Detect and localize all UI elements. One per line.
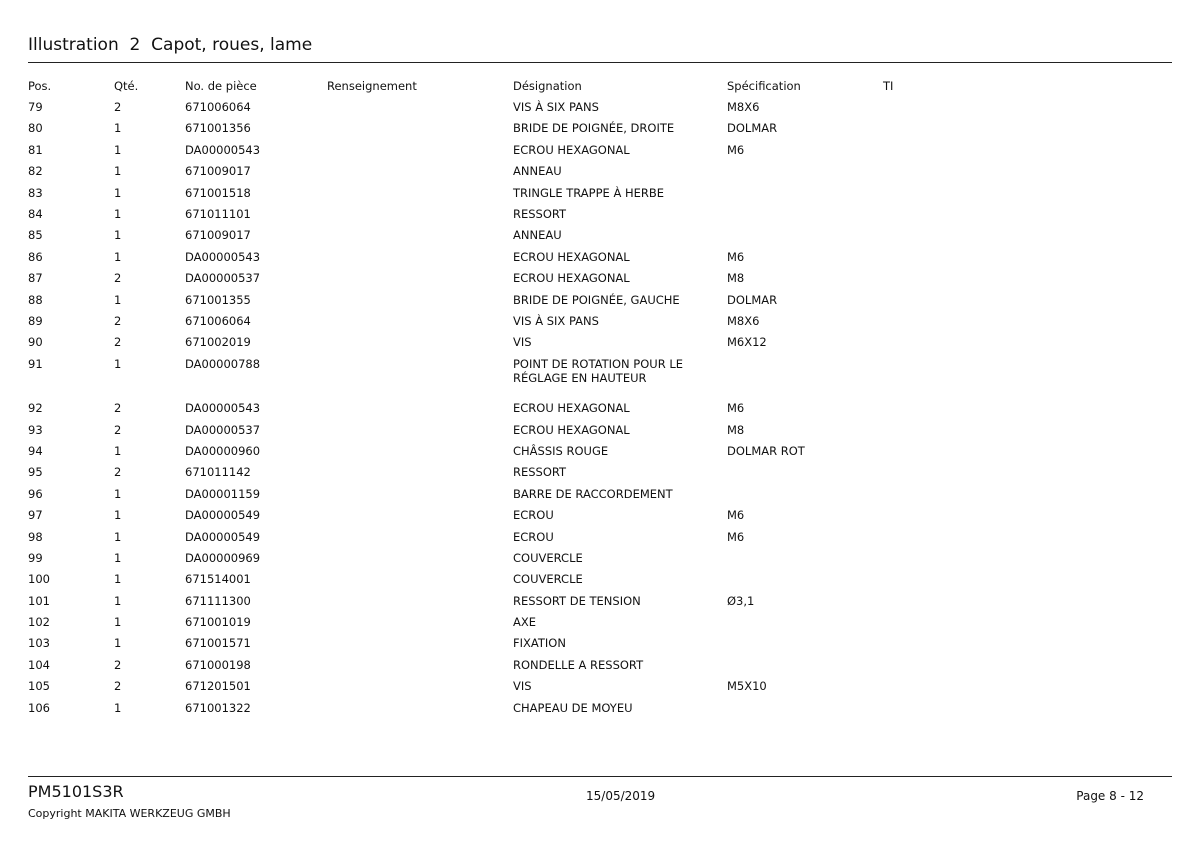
cell-designation: RONDELLE A RESSORT — [513, 657, 644, 672]
cell-spec: M6 — [727, 249, 745, 264]
cell-part-no: DA00001159 — [185, 486, 261, 501]
cell-part-no: 671000198 — [185, 657, 251, 672]
cell-part-no: 671514001 — [185, 572, 251, 587]
cell-qty: 2 — [114, 679, 122, 694]
column-header-pos: Pos. — [28, 79, 52, 93]
table-row — [28, 419, 1172, 440]
cell-part-no: 671001322 — [185, 700, 251, 715]
column-header-ti: TI — [883, 79, 894, 93]
table-row — [28, 697, 1172, 718]
cell-part-no: DA00000543 — [185, 249, 261, 264]
cell-pos: 97 — [28, 508, 43, 523]
cell-part-no: 671002019 — [185, 335, 251, 350]
cell-qty: 2 — [114, 335, 122, 350]
cell-part-no: DA00000537 — [185, 271, 261, 286]
cell-spec: M8X6 — [727, 313, 760, 328]
table-row — [28, 397, 1172, 418]
cell-qty: 1 — [114, 228, 122, 243]
cell-spec: DOLMAR — [727, 121, 778, 136]
cell-designation: CHÂSSIS ROUGE — [513, 443, 609, 458]
header-divider — [28, 62, 1172, 63]
cell-spec: M8 — [727, 422, 745, 437]
cell-pos: 105 — [28, 679, 50, 694]
cell-part-no: DA00000788 — [185, 356, 261, 371]
cell-qty: 2 — [114, 422, 122, 437]
cell-designation: BRIDE DE POIGNÉE, DROITE — [513, 121, 675, 136]
cell-part-no: DA00000960 — [185, 443, 261, 458]
cell-part-no: 671001571 — [185, 636, 251, 651]
cell-qty: 1 — [114, 142, 122, 157]
cell-part-no: 671111300 — [185, 593, 251, 608]
cell-spec: M6 — [727, 142, 745, 157]
table-row — [28, 267, 1172, 288]
cell-qty: 1 — [114, 249, 122, 264]
cell-pos: 83 — [28, 185, 43, 200]
cell-part-no: 671001019 — [185, 615, 251, 630]
table-row — [28, 547, 1172, 568]
cell-qty: 1 — [114, 550, 122, 565]
cell-spec: M6X12 — [727, 335, 767, 350]
cell-designation: COUVERCLE — [513, 550, 583, 565]
cell-spec: M6 — [727, 529, 745, 544]
copyright-notice: Copyright MAKITA WERKZEUG GMBH — [28, 807, 231, 820]
cell-qty: 1 — [114, 185, 122, 200]
table-row — [28, 117, 1172, 138]
cell-designation: RESSORT DE TENSION — [513, 593, 641, 608]
table-row — [28, 654, 1172, 675]
cell-designation: BRIDE DE POIGNÉE, GAUCHE — [513, 292, 680, 307]
cell-designation: VIS À SIX PANS — [513, 100, 599, 114]
table-row — [28, 203, 1172, 224]
cell-designation: ANNEAU — [513, 228, 562, 243]
cell-pos: 102 — [28, 615, 50, 630]
cell-pos: 106 — [28, 700, 50, 715]
table-row — [28, 504, 1172, 525]
cell-pos: 87 — [28, 271, 43, 286]
cell-qty: 1 — [114, 529, 122, 544]
cell-part-no: 671009017 — [185, 228, 251, 243]
cell-qty: 1 — [114, 508, 122, 523]
cell-designation: ECROU HEXAGONAL — [513, 271, 630, 286]
table-row — [28, 182, 1172, 203]
cell-spec: Ø3,1 — [727, 593, 755, 608]
cell-qty: 1 — [114, 572, 122, 587]
cell-spec: M6 — [727, 401, 745, 416]
cell-part-no: DA00000549 — [185, 508, 261, 523]
cell-pos: 85 — [28, 228, 43, 243]
cell-part-no: DA00000543 — [185, 142, 261, 157]
cell-qty: 1 — [114, 615, 122, 630]
table-row — [28, 353, 1172, 398]
table-row — [28, 590, 1172, 611]
column-header-spec: Spécification — [727, 79, 801, 93]
table-row — [28, 675, 1172, 696]
column-header-part-no: No. de pièce — [185, 79, 257, 93]
cell-designation: ANNEAU — [513, 164, 562, 179]
cell-qty: 2 — [114, 313, 122, 328]
cell-designation: TRINGLE TRAPPE À HERBE — [513, 185, 665, 200]
cell-pos: 82 — [28, 164, 43, 179]
cell-part-no: DA00000543 — [185, 401, 261, 416]
table-row — [28, 632, 1172, 653]
cell-qty: 1 — [114, 206, 122, 221]
cell-qty: 2 — [114, 401, 122, 416]
table-row — [28, 331, 1172, 352]
cell-pos: 88 — [28, 292, 43, 307]
cell-designation: ECROU HEXAGONAL — [513, 401, 630, 416]
cell-qty: 2 — [114, 657, 122, 672]
cell-qty: 1 — [114, 636, 122, 651]
cell-pos: 79 — [28, 100, 43, 114]
table-row — [28, 611, 1172, 632]
cell-pos: 81 — [28, 142, 43, 157]
cell-pos: 103 — [28, 636, 50, 651]
table-row — [28, 289, 1172, 310]
cell-qty: 1 — [114, 443, 122, 458]
cell-qty: 1 — [114, 593, 122, 608]
table-row — [28, 96, 1172, 117]
cell-part-no: DA00000549 — [185, 529, 261, 544]
parts-table — [28, 75, 1172, 718]
table-row — [28, 246, 1172, 267]
cell-part-no: 671006064 — [185, 313, 251, 328]
column-header-designation: Désignation — [513, 79, 582, 93]
cell-pos: 92 — [28, 401, 43, 416]
cell-spec: DOLMAR ROT — [727, 443, 805, 458]
cell-part-no: DA00000969 — [185, 550, 261, 565]
cell-pos: 86 — [28, 249, 43, 264]
cell-designation: COUVERCLE — [513, 572, 583, 587]
footer-divider — [28, 776, 1172, 777]
table-row — [28, 160, 1172, 181]
cell-designation: VIS — [513, 679, 532, 694]
cell-spec: M5X10 — [727, 679, 767, 694]
cell-pos: 101 — [28, 593, 50, 608]
cell-spec: DOLMAR — [727, 292, 778, 307]
cell-pos: 94 — [28, 443, 43, 458]
cell-pos: 91 — [28, 356, 43, 371]
cell-qty: 1 — [114, 121, 122, 136]
column-header-qty: Qté. — [114, 79, 139, 93]
cell-designation: ECROU HEXAGONAL — [513, 249, 630, 264]
cell-designation: ECROU HEXAGONAL — [513, 142, 630, 157]
cell-qty: 2 — [114, 271, 122, 286]
cell-part-no: 671011142 — [185, 465, 251, 480]
table-header-row — [28, 75, 1172, 96]
table-body — [28, 96, 1172, 718]
cell-designation: BARRE DE RACCORDEMENT — [513, 486, 673, 501]
cell-pos: 104 — [28, 657, 50, 672]
page-title: Illustration 2 Capot, roues, lame — [28, 35, 313, 55]
cell-pos: 89 — [28, 313, 43, 328]
table-row — [28, 310, 1172, 331]
cell-pos: 99 — [28, 550, 43, 565]
cell-qty: 2 — [114, 100, 122, 114]
cell-designation: VIS À SIX PANS — [513, 313, 599, 328]
cell-designation: POINT DE ROTATION POUR LE RÉGLAGE EN HAUTEUR — [513, 356, 684, 385]
table-row — [28, 568, 1172, 589]
cell-designation: CHAPEAU DE MOYEU — [513, 700, 633, 715]
table-row — [28, 461, 1172, 482]
cell-designation: ECROU HEXAGONAL — [513, 422, 630, 437]
cell-pos: 100 — [28, 572, 50, 587]
cell-pos: 84 — [28, 206, 43, 221]
table-row — [28, 224, 1172, 245]
cell-pos: 96 — [28, 486, 43, 501]
cell-qty: 1 — [114, 292, 122, 307]
cell-qty: 1 — [114, 164, 122, 179]
cell-qty: 2 — [114, 465, 122, 480]
cell-part-no: 671009017 — [185, 164, 251, 179]
table-row — [28, 139, 1172, 160]
cell-designation: FIXATION — [513, 636, 566, 651]
cell-designation: VIS — [513, 335, 532, 350]
cell-part-no: DA00000537 — [185, 422, 261, 437]
cell-qty: 1 — [114, 486, 122, 501]
cell-pos: 98 — [28, 529, 43, 544]
table-row — [28, 483, 1172, 504]
cell-spec: M8 — [727, 271, 745, 286]
cell-designation: RESSORT — [513, 206, 567, 221]
cell-spec: M8X6 — [727, 100, 760, 114]
cell-designation: AXE — [513, 615, 537, 630]
cell-pos: 80 — [28, 121, 43, 136]
cell-pos: 93 — [28, 422, 43, 437]
cell-spec: M6 — [727, 508, 745, 523]
cell-designation: ECROU — [513, 529, 554, 544]
cell-pos: 90 — [28, 335, 43, 350]
cell-part-no: 671001355 — [185, 292, 251, 307]
cell-qty: 1 — [114, 700, 122, 715]
page-number: Page 8 - 12 — [1076, 789, 1144, 803]
table-row — [28, 440, 1172, 461]
cell-qty: 1 — [114, 356, 122, 371]
cell-designation: ECROU — [513, 508, 554, 523]
cell-part-no: 671011101 — [185, 206, 251, 221]
cell-designation: RESSORT — [513, 465, 567, 480]
cell-part-no: 671001518 — [185, 185, 251, 200]
cell-part-no: 671001356 — [185, 121, 251, 136]
document-code: PM5101S3R — [28, 782, 124, 801]
cell-part-no: 671201501 — [185, 679, 251, 694]
cell-part-no: 671006064 — [185, 100, 251, 114]
table-row — [28, 526, 1172, 547]
cell-pos: 95 — [28, 465, 43, 480]
column-header-info: Renseignement — [327, 79, 417, 93]
document-date: 15/05/2019 — [586, 789, 656, 803]
